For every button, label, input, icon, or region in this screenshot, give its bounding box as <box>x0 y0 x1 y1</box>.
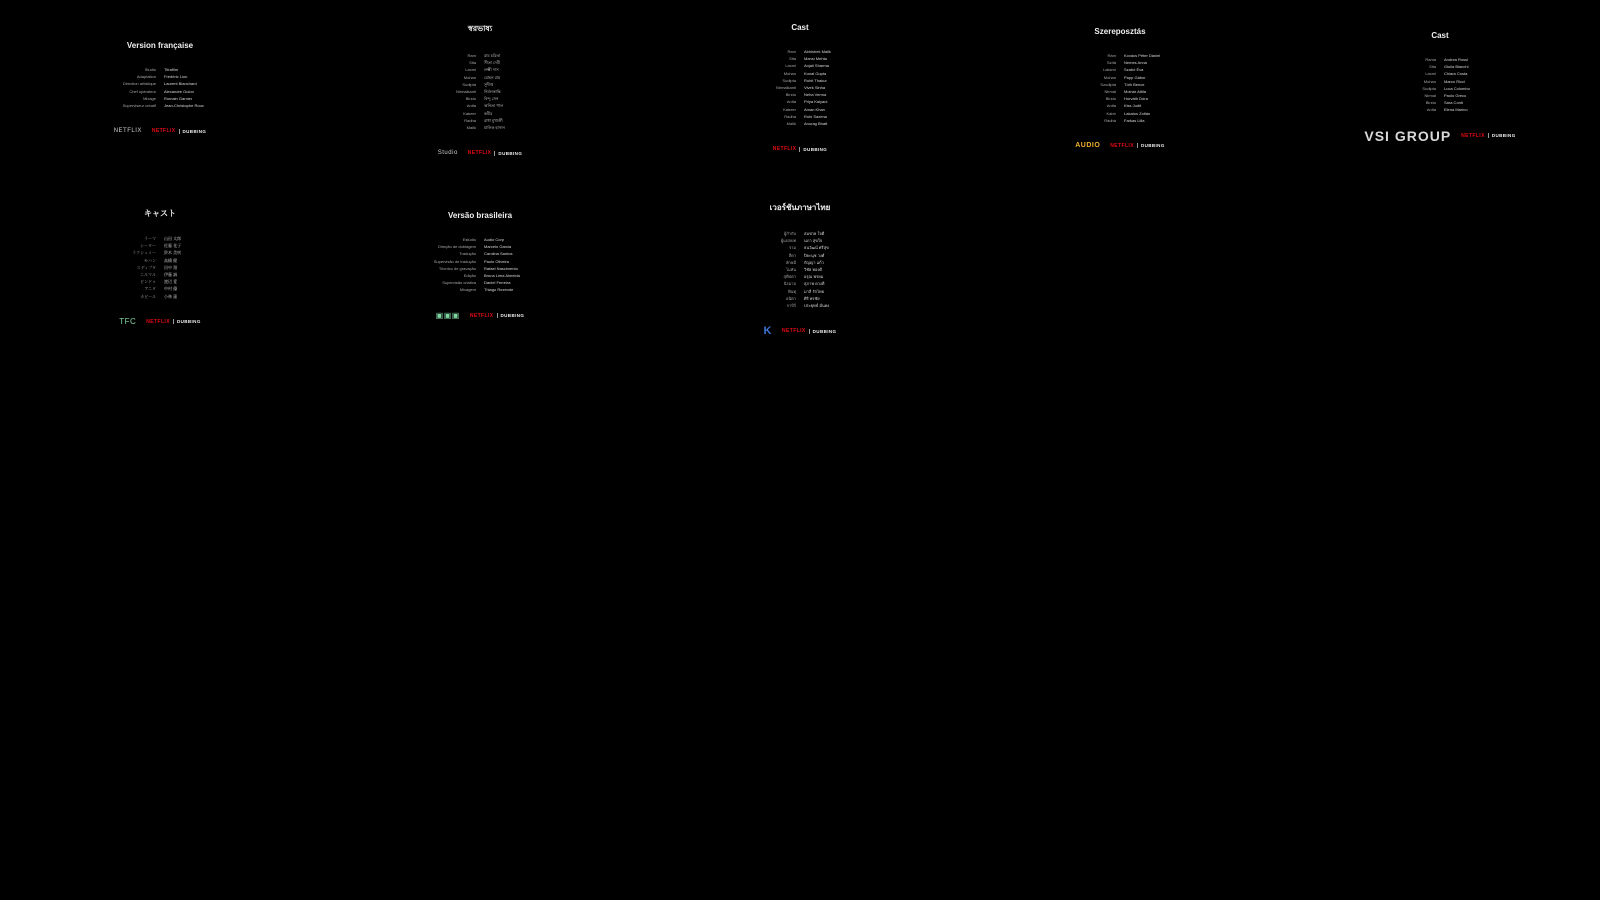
credit-name: Anjali Sharma <box>804 63 829 69</box>
dubbing-label: DUBBING <box>176 319 201 325</box>
card-footer <box>1040 138 1200 154</box>
credit-role: Estúdio <box>462 237 476 242</box>
credit-row <box>1360 78 1520 85</box>
credit-role: Mohan <box>783 70 796 76</box>
credit-name: Carolina Santos <box>484 251 513 257</box>
credit-name: Szabó Éva <box>1124 67 1144 73</box>
credit-role: Radha <box>464 117 476 123</box>
credit-name: 鈴木 美咲 <box>164 250 182 256</box>
credit-rows <box>720 48 880 127</box>
credit-role: アニタ <box>144 286 156 292</box>
credit-row <box>80 257 240 264</box>
credit-role: Mixagem <box>459 287 476 293</box>
credit-name: สมชาย ใจดี <box>804 231 825 236</box>
credit-name: Laurent Blanchard <box>164 81 197 87</box>
credit-role: Mixage <box>143 95 156 101</box>
credit-role: Bindu <box>1425 100 1436 106</box>
credit-role: Kabeer <box>783 106 796 112</box>
credit-row <box>400 250 560 257</box>
credit-role: Ram <box>787 49 796 54</box>
netflix-wordmark: NETFLIX <box>146 318 170 325</box>
credit-name: কবীর <box>484 110 493 116</box>
credit-role: สีดา <box>788 252 796 258</box>
credit-row <box>1360 92 1520 99</box>
credit-role: Szítá <box>1106 60 1116 66</box>
credit-row <box>400 74 560 81</box>
credit-name: Kiss Judit <box>1124 103 1142 109</box>
card-title: Cast <box>791 23 809 32</box>
credit-name: วิชัย ทองดี <box>804 266 823 272</box>
credit-row <box>1360 85 1520 92</box>
credit-role: Anita <box>786 99 796 105</box>
credit-row <box>400 52 560 59</box>
credit-role: Sudipta <box>1422 85 1436 91</box>
netflix-dubbing-logo <box>470 313 524 319</box>
credit-row <box>1040 102 1200 109</box>
credit-name: Audio Corp <box>484 237 505 242</box>
card-footer <box>720 323 880 339</box>
credit-row <box>1040 74 1200 81</box>
credit-role: Mohan <box>463 74 476 80</box>
credit-role: Anita <box>1426 107 1436 113</box>
credit-role: ลักษมี <box>785 259 796 265</box>
credit-row <box>400 124 560 131</box>
credit-row <box>400 236 560 243</box>
credit-row <box>80 264 240 271</box>
credit-role: Rám <box>1107 53 1116 58</box>
credit-name: Aman Khan <box>804 106 825 112</box>
credit-row <box>80 293 240 300</box>
credit-row <box>400 243 560 250</box>
credit-role: Supervisão de tradução <box>433 258 476 264</box>
credit-name: রাম চরিতা <box>484 53 501 58</box>
credit-name: মালিক হাসান <box>484 124 505 130</box>
credit-role: シーター <box>140 243 156 249</box>
studio-logo: TFC <box>119 317 137 327</box>
credit-row <box>720 120 880 127</box>
credit-role: Anita <box>1106 103 1116 109</box>
netflix-dubbing-logo <box>1110 143 1164 149</box>
logo-divider <box>497 313 498 318</box>
card-title: Version française <box>126 41 194 50</box>
netflix-wordmark: NETFLIX <box>772 146 797 153</box>
netflix-dubbing-logo <box>782 328 836 334</box>
credit-role: Nirmal <box>1104 88 1116 94</box>
credit-name: নির্মলকান্তি <box>484 88 501 94</box>
studio-logo: VSI GROUP <box>1364 127 1452 144</box>
credit-name: 小林 蓮 <box>164 293 178 299</box>
credit-name: Lakatos Zoltán <box>1124 110 1151 116</box>
card-title: স্বরভাষ্য <box>467 24 493 33</box>
credit-name: 高橋 健 <box>164 257 178 263</box>
credit-row <box>720 84 880 91</box>
credit-role: ラクシュミー <box>132 250 156 256</box>
credit-rows <box>400 236 560 294</box>
credit-name: Bruna Lima Almeida <box>484 272 520 278</box>
dubbing-label: DUBBING <box>812 328 837 334</box>
credit-name: Anurag Bhatt <box>804 120 828 126</box>
credit-name: 佐藤 花子 <box>164 243 182 249</box>
credit-role: Rama <box>1425 57 1436 62</box>
logo-divider <box>494 151 495 156</box>
credit-name: Jean-Christophe Roux <box>164 102 204 108</box>
credit-card-french <box>80 41 240 139</box>
credit-row <box>720 237 880 244</box>
credit-row <box>720 230 880 237</box>
credit-name: 伊藤 誠 <box>164 271 178 277</box>
credit-role: Mohan <box>1103 74 1116 80</box>
netflix-wordmark: NETFLIX <box>1110 142 1134 149</box>
dubbing-label: DUBBING <box>1491 133 1516 138</box>
credit-role: Studio <box>144 67 156 72</box>
credit-role: Nirmal <box>1424 92 1436 98</box>
card-title: Szereposztás <box>1094 27 1146 36</box>
credit-row <box>80 102 240 109</box>
netflix-wordmark: NETFLIX <box>467 150 492 157</box>
credit-row <box>400 265 560 272</box>
credit-rows <box>400 52 560 131</box>
credit-row <box>720 91 880 98</box>
card-footer <box>80 314 240 330</box>
credit-name: Paolo Greco <box>1444 92 1467 98</box>
credit-row <box>720 273 880 280</box>
credit-row <box>400 258 560 265</box>
dubbing-label: DUBBING <box>498 150 523 156</box>
credit-row <box>400 81 560 88</box>
credit-row <box>400 117 560 124</box>
credit-name: Mansi Mehta <box>804 56 827 62</box>
netflix-dubbing-logo <box>146 319 200 325</box>
credit-role: Kabír <box>1106 110 1116 116</box>
credit-role: ラーマ <box>144 236 156 241</box>
credit-row <box>400 272 560 279</box>
card-footer <box>400 308 560 324</box>
credit-role: Chef opérateur <box>129 88 156 94</box>
credit-name: Kovács Péter Dániel <box>1124 53 1161 58</box>
credit-name: Horváth Dóra <box>1124 96 1148 102</box>
credit-row <box>1040 66 1200 73</box>
netflix-dubbing-logo <box>468 150 522 156</box>
credit-role: Laxmi <box>785 63 796 69</box>
dubbing-label: DUBBING <box>182 128 207 134</box>
credit-role: Malik <box>466 124 476 130</box>
credit-name: Papp Gábor <box>1124 74 1146 80</box>
credit-name: สุภาพ ดวงดี <box>804 281 825 287</box>
netflix-wordmark: NETFLIX <box>782 328 806 335</box>
credit-name: Marco Ricci <box>1444 78 1465 84</box>
studio-logo: NETFLIX <box>113 128 142 135</box>
credit-row <box>1360 99 1520 106</box>
credit-name: ธนวัฒน์ ศรีสุข <box>804 245 829 251</box>
credit-name: มาลี รักไทย <box>804 288 825 294</box>
credit-name: Neha Verma <box>804 92 827 98</box>
dubbing-label: DUBBING <box>1140 143 1165 149</box>
card-footer <box>1360 128 1520 144</box>
credit-name: Sara Conti <box>1444 100 1463 106</box>
credit-row <box>80 235 240 242</box>
credit-role: Ram <box>467 53 476 58</box>
credit-role: Adaptation <box>136 74 156 80</box>
credit-name: นภา สุขใจ <box>804 238 823 244</box>
studio-logo: K <box>763 325 772 338</box>
credit-row <box>1040 110 1200 117</box>
credit-row <box>400 88 560 95</box>
credit-row <box>720 302 880 309</box>
netflix-dubbing-logo <box>152 128 206 134</box>
credit-name: Farkas Lilla <box>1124 117 1145 123</box>
card-title: Versão brasileira <box>447 211 513 220</box>
credit-role: Bindu <box>1105 96 1116 102</box>
credit-role: Técnico de gravação <box>438 265 476 271</box>
credit-role: ราม <box>788 245 796 251</box>
credit-role: พินทุ <box>787 288 796 294</box>
credit-row <box>80 66 240 73</box>
credit-role: Nirmalkanti <box>455 88 476 94</box>
credit-rows <box>1360 56 1520 114</box>
logo-divider <box>799 147 800 152</box>
credit-role: Laksmí <box>1103 67 1116 73</box>
dubbing-label: DUBBING <box>803 146 828 152</box>
credit-row <box>1040 95 1200 102</box>
credit-row <box>80 242 240 249</box>
credit-name: Chiara Costa <box>1444 71 1468 77</box>
card-footer <box>400 145 560 161</box>
credit-row <box>400 59 560 66</box>
credit-name: মোহন রায় <box>484 74 501 80</box>
credit-name: 山田 太郎 <box>164 236 182 241</box>
credit-row <box>80 88 240 95</box>
netflix-wordmark: NETFLIX <box>151 128 176 135</box>
credit-card-hungarian <box>1040 27 1200 154</box>
credit-name: Elena Marino <box>1444 107 1468 113</box>
credit-row <box>1360 63 1520 70</box>
credit-name: Nemes Anna <box>1124 60 1147 66</box>
credit-name: Romain Garnier <box>164 95 193 101</box>
credit-row <box>720 55 880 62</box>
credit-row <box>80 95 240 102</box>
credit-role: อนิตา <box>786 295 796 301</box>
credit-role: Edição <box>463 272 476 278</box>
credit-name: অনিতা পাল <box>484 103 504 109</box>
credit-name: রাধা মুখার্জী <box>484 117 503 123</box>
logo-divider <box>173 319 174 324</box>
credit-role: Szudipta <box>1100 81 1116 87</box>
credit-role: Sita <box>469 60 476 66</box>
credit-name: Kunal Gupta <box>804 70 827 76</box>
credit-role: スディプタ <box>136 264 156 270</box>
credit-row <box>720 280 880 287</box>
credit-role: Radha <box>784 113 796 119</box>
dubbing-label: DUBBING <box>500 313 525 318</box>
credit-card-japanese <box>80 208 240 330</box>
credit-row <box>1040 59 1200 66</box>
credit-name: Vivek Sinha <box>804 84 826 90</box>
credit-row <box>720 244 880 251</box>
credit-card-cast-hindi <box>720 23 880 157</box>
credit-row <box>720 70 880 77</box>
credit-role: Malik <box>786 120 796 126</box>
credit-card-cast-italian <box>1360 31 1520 144</box>
credit-role: นิรมาล <box>783 281 796 287</box>
credit-role: Bindu <box>465 96 476 102</box>
credit-row <box>400 279 560 286</box>
credit-name: Paulo Oliveira <box>484 258 509 264</box>
credit-role: Supervisão criativa <box>442 280 476 286</box>
credit-name: อรุณ พรหม <box>804 274 824 280</box>
credit-row <box>400 66 560 73</box>
credit-row <box>1360 70 1520 77</box>
credit-role: Tradução <box>459 251 476 257</box>
credit-name: กัญญา แก้ว <box>804 259 824 265</box>
credit-role: ผู้แปลบท <box>780 238 796 244</box>
credit-role: Sudipta <box>782 77 796 83</box>
credit-role: สุทีปตา <box>783 274 796 280</box>
logo-divider <box>1488 133 1489 138</box>
credit-row <box>720 288 880 295</box>
credit-rows <box>1040 52 1200 124</box>
credit-row <box>1040 81 1200 88</box>
credit-name: ศิริ พรชัย <box>804 295 820 301</box>
credit-row <box>1360 106 1520 113</box>
card-footer <box>80 123 240 139</box>
credit-name: ปิยะนุช วงศ์ <box>804 252 825 258</box>
credit-row <box>720 259 880 266</box>
credit-role: Anita <box>466 103 476 109</box>
credit-card-thai <box>720 201 880 339</box>
credit-card-bengali <box>400 23 560 161</box>
credit-row <box>400 95 560 102</box>
credit-rows <box>80 66 240 109</box>
credit-role: Rádhá <box>1104 117 1116 123</box>
credit-name: Marcelo Garcia <box>484 244 512 250</box>
credit-name: 渡辺 愛 <box>164 279 178 285</box>
credit-name: Tóth Bence <box>1124 81 1145 87</box>
credit-row <box>1040 52 1200 59</box>
credit-name: Abhishek Malik <box>804 49 831 54</box>
credit-name: বিন্দু সেন <box>484 96 499 102</box>
credit-row <box>720 98 880 105</box>
credit-row <box>720 252 880 259</box>
credit-role: Direction artistique <box>122 81 156 87</box>
card-title: เวอร์ชันภาษาไทย <box>769 203 831 212</box>
credit-role: Sita <box>789 56 796 62</box>
card-title: Cast <box>1431 31 1449 40</box>
credit-role: Superviseur créatif <box>122 102 156 108</box>
credit-role: モハン <box>144 257 156 263</box>
credit-name: ประยุทธ์ มั่นคง <box>804 302 830 308</box>
credit-name: Rohit Thakur <box>804 77 827 83</box>
credit-role: Kabeer <box>463 110 476 116</box>
credit-row <box>400 286 560 293</box>
credit-row <box>400 102 560 109</box>
credit-name: Rafael Nascimento <box>484 265 518 271</box>
credit-row <box>1040 117 1200 124</box>
credit-row <box>720 48 880 55</box>
studio-logo: Studio <box>437 150 458 157</box>
credit-name: Andrea Rossi <box>1444 57 1469 62</box>
logo-divider <box>1137 143 1138 148</box>
credit-role: Laxmi <box>465 67 476 73</box>
credit-row <box>80 80 240 87</box>
credit-role: Nirmalkanti <box>775 84 796 90</box>
netflix-wordmark: NETFLIX <box>469 312 494 319</box>
credit-row <box>720 113 880 120</box>
netflix-wordmark: NETFLIX <box>1461 132 1485 139</box>
credit-name: Molnár Attila <box>1124 88 1147 94</box>
credit-role: ニルマル <box>140 271 156 277</box>
credit-rows <box>80 235 240 300</box>
credit-card-portuguese <box>400 211 560 324</box>
credit-role: Bindu <box>785 92 796 98</box>
credit-name: 中村 優 <box>164 286 178 292</box>
credit-row <box>400 110 560 117</box>
credit-name: Daniel Ferreira <box>484 280 511 286</box>
credit-role: カビール <box>140 293 156 299</box>
credit-row <box>1040 88 1200 95</box>
credit-role: Laxmi <box>1425 71 1436 77</box>
credit-name: 田中 翔 <box>164 264 178 270</box>
credit-row <box>80 73 240 80</box>
credit-role: Sudipta <box>462 81 476 87</box>
credit-name: Titrafilm <box>164 67 179 72</box>
credit-role: Sita <box>1429 64 1436 70</box>
logo-divider <box>809 329 810 334</box>
credit-name: Alexandre Guion <box>164 88 194 94</box>
credit-row <box>720 266 880 273</box>
credit-role: ビンドゥ <box>140 279 156 285</box>
studio-logo: ▣▣▣ <box>435 311 460 320</box>
credit-row <box>80 249 240 256</box>
credit-role: Direção de dublagem <box>437 244 476 250</box>
netflix-dubbing-logo <box>1461 133 1515 139</box>
credit-row <box>720 106 880 113</box>
credit-role: โมหัน <box>785 266 796 272</box>
credit-row <box>720 295 880 302</box>
credit-rows <box>720 230 880 309</box>
logo-divider <box>179 129 180 134</box>
credit-row <box>80 278 240 285</box>
credit-name: Frédéric Lion <box>164 74 188 80</box>
netflix-dubbing-logo <box>773 146 827 152</box>
card-footer <box>720 141 880 157</box>
credit-name: Thiago Rezende <box>484 287 514 293</box>
credit-row <box>80 271 240 278</box>
credit-name: Ruhi Saxena <box>804 113 827 119</box>
credit-name: সীতা দেবী <box>484 60 501 66</box>
credit-role: กาบีร์ <box>786 302 796 308</box>
card-title: キャスト <box>144 209 176 218</box>
credit-name: সুদীপ্ত <box>484 81 494 87</box>
credit-role: ผู้กำกับ <box>784 231 796 236</box>
credit-row <box>80 285 240 292</box>
credit-name: Giulia Bianchi <box>1444 64 1469 70</box>
credit-name: লক্ষ্মী দাস <box>484 67 499 73</box>
credit-row <box>1360 56 1520 63</box>
credit-row <box>720 77 880 84</box>
studio-logo: AUDIO <box>1075 142 1101 150</box>
credit-name: Luca Colombo <box>1444 85 1470 91</box>
credit-name: Priya Kalyani <box>804 99 828 105</box>
credit-row <box>720 62 880 69</box>
credit-role: Mohan <box>1423 78 1436 84</box>
